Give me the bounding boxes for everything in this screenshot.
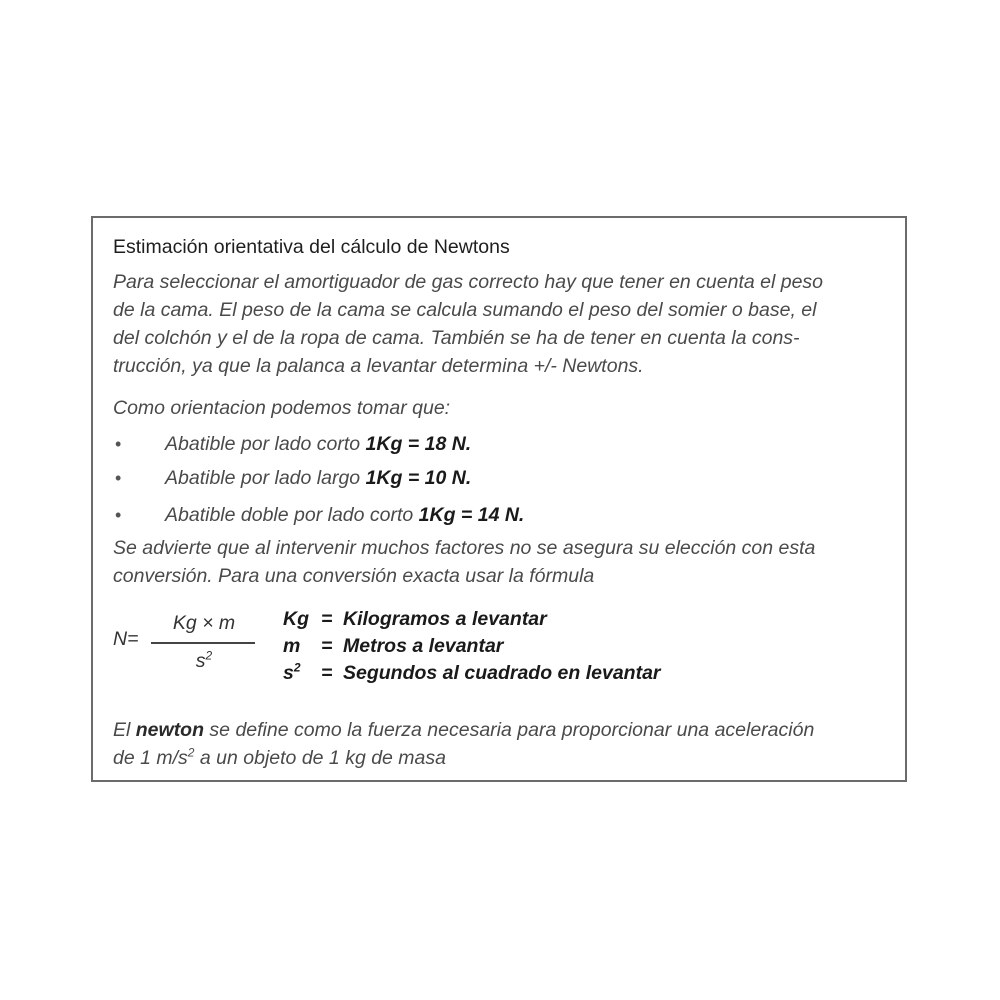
bullet-value: 1Kg = 18 N. bbox=[365, 433, 472, 455]
bullet-icon: • bbox=[115, 434, 122, 454]
intro-paragraph bbox=[113, 268, 893, 380]
bullet-text: Abatible por lado corto bbox=[165, 433, 366, 455]
definition-text: Kilogramos a levantar bbox=[343, 608, 547, 630]
warning-paragraph bbox=[113, 534, 893, 590]
orientation-lead: Como orientacion podemos tomar que: bbox=[113, 397, 451, 419]
info-box bbox=[91, 216, 907, 782]
intro-line: de la cama. El peso de la cama se calcula sumando el peso del somier o base, el bbox=[113, 299, 817, 321]
bullet-value: 1Kg = 14 N. bbox=[418, 504, 525, 526]
intro-line: Para seleccionar el amortiguador de gas correcto hay que tener en cuenta el peso bbox=[113, 271, 824, 293]
intro-line: trucción, ya que la palanca a levantar determina +/- Newtons. bbox=[113, 355, 644, 377]
definition-text: Metros a levantar bbox=[343, 635, 504, 657]
bullet-value: 1Kg = 10 N. bbox=[365, 467, 472, 489]
definition-equals: = bbox=[321, 608, 333, 630]
warning-line: Se advierte que al intervenir muchos factores no se asegura su elección con esta bbox=[113, 537, 816, 559]
definition-equals: = bbox=[321, 635, 333, 657]
definition-text: Segundos al cuadrado en levantar bbox=[343, 662, 661, 684]
intro-line: del colchón y el de la ropa de cama. También se ha de tener en cuenta la cons- bbox=[113, 327, 800, 349]
definition-variable: m bbox=[283, 635, 301, 657]
definition-variable: $s^2$ bbox=[283, 660, 301, 684]
definition-variable: Kg bbox=[283, 608, 309, 630]
box-title: Estimación orientativa del cálculo de Newtons bbox=[113, 236, 510, 258]
bullet-icon: • bbox=[115, 468, 122, 488]
formula-denominator: $s^2$ bbox=[195, 648, 213, 672]
bullet-text: Abatible doble por lado corto bbox=[165, 504, 419, 526]
formula-lhs: N= bbox=[113, 628, 139, 650]
warning-line: conversión. Para una conversión exacta usar la fórmula bbox=[113, 565, 595, 587]
bullet-text: Abatible por lado largo bbox=[165, 467, 366, 489]
definition-equals: = bbox=[321, 662, 333, 684]
fraction-bar bbox=[151, 642, 255, 644]
newton-definition: El newton se define como la fuerza necesaria para proporcionar una aceleración de 1 $m/s^2$ a un objeto de 1 kg de masa bbox=[113, 719, 815, 769]
formula-numerator: Kg × m bbox=[172, 612, 236, 634]
newton-term: newton bbox=[135, 719, 205, 741]
bullet-icon: • bbox=[115, 505, 122, 525]
